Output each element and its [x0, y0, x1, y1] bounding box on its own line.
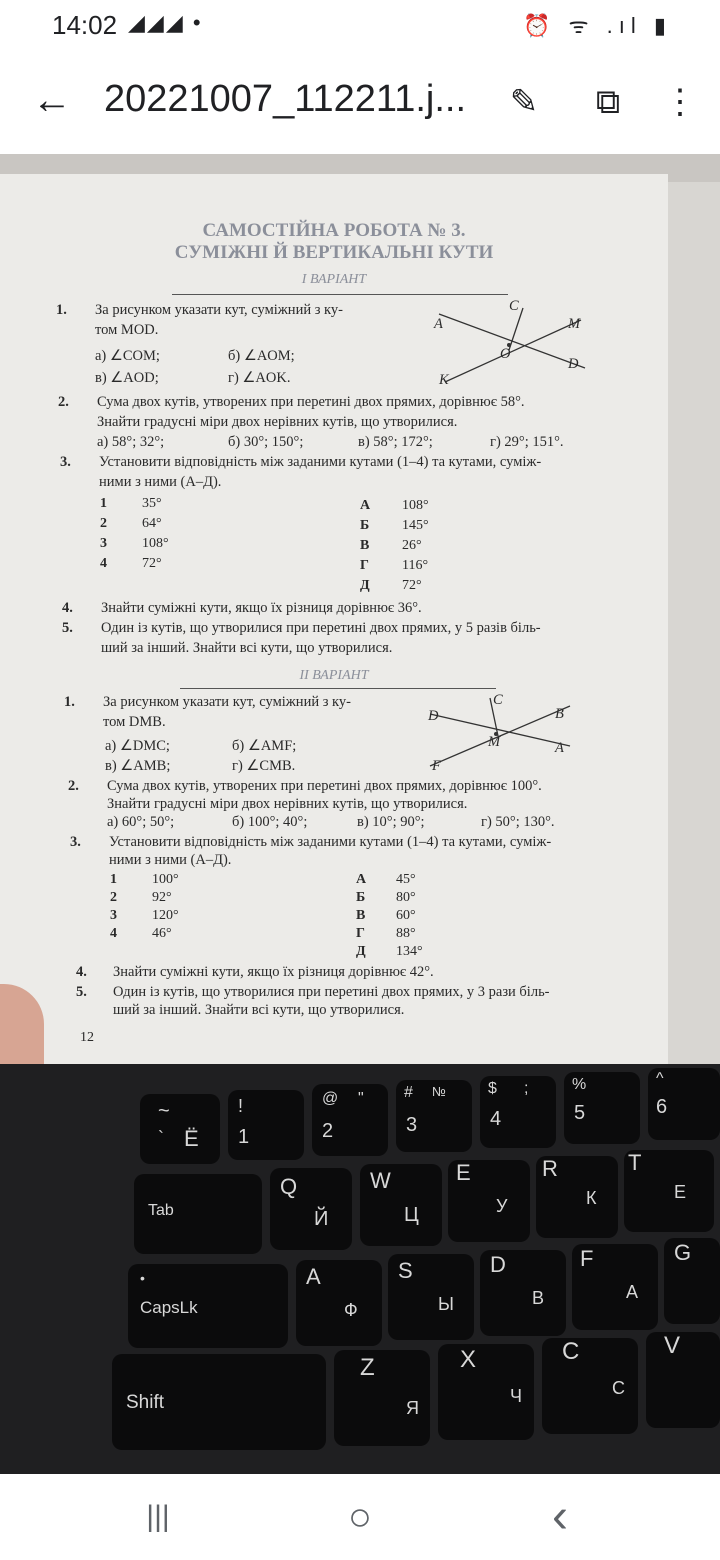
v2-q2-a: а) 60°; 50°;	[107, 814, 175, 830]
doc-title-2: СУМІЖНІ Й ВЕРТИКАЛЬНІ КУТИ	[174, 242, 494, 263]
key-x	[438, 1344, 534, 1440]
key-6-sub: 6	[656, 1096, 668, 1118]
key-5-main: %	[572, 1076, 587, 1093]
key-z-main: Z	[360, 1354, 375, 1381]
key-a-sub: Ф	[344, 1300, 358, 1320]
key-4-extra: ;	[524, 1080, 529, 1097]
key-t-main: T	[628, 1150, 642, 1175]
v2-fig-label-f: F	[432, 758, 441, 774]
key-4-sub: 4	[490, 1108, 502, 1130]
variant-1-label: I ВАРІАНТ	[301, 272, 367, 287]
v1-q1-a: а) ∠COM;	[95, 348, 160, 364]
v1-q3-left-3-val: 108°	[142, 536, 169, 551]
v1-q2-num: 2.	[58, 394, 69, 410]
keyboard-photo	[0, 1064, 720, 1474]
v2-q3-left-3-num: 3	[110, 908, 117, 923]
v1-fig-label-c: C	[509, 298, 519, 314]
v1-q4-line1: Знайти суміжні кути, якщо їх різниця дорівнює 36°.	[101, 600, 422, 616]
key-g	[664, 1238, 720, 1324]
v2-q1-a: а) ∠DMC;	[105, 738, 170, 754]
key-f-main: F	[580, 1246, 594, 1271]
v2-q3-right-d-letter: Д	[356, 944, 366, 959]
key-w	[360, 1164, 442, 1246]
key-a-main: A	[306, 1264, 321, 1289]
key-tilde	[140, 1094, 220, 1164]
key-3-sub: 3	[406, 1114, 418, 1136]
v2-q3-line2: ними з ними (А–Д).	[109, 852, 232, 868]
v1-q3-left-2-num: 2	[100, 516, 107, 531]
key-3-extra: №	[432, 1084, 446, 1099]
v1-q3-line1: Установити відповідність між заданими кутами (1–4) та кутами, суміж-	[99, 454, 542, 470]
key-s-main: S	[398, 1258, 413, 1283]
v2-q4-num: 4.	[76, 964, 87, 980]
file-title: 20221007_112211.j...	[104, 78, 467, 120]
recents-icon[interactable]: |||	[146, 1500, 170, 1533]
v1-q3-right-d-val: 72°	[402, 578, 422, 593]
key-tilde-extra: `	[158, 1128, 164, 1148]
key-c-main: C	[562, 1338, 580, 1365]
v2-q2-line2: Знайти градусні міри двох нерівних кутів, що утворилися.	[107, 796, 468, 812]
key-s	[388, 1254, 474, 1340]
home-icon[interactable]: ○	[347, 1495, 373, 1539]
v1-q3-num: 3.	[60, 454, 71, 470]
key-d-sub: В	[532, 1288, 545, 1308]
v2-q2-c: в) 10°; 90°;	[357, 814, 425, 830]
v1-q3-left-1-num: 1	[100, 496, 107, 511]
key-t	[624, 1150, 714, 1232]
v2-q3-left-4-val: 46°	[152, 926, 172, 941]
v2-q5-line2: ший за інший. Знайти всі кути, що утворилися.	[113, 1002, 405, 1018]
key-1	[228, 1090, 304, 1160]
v1-q3-right-a-val: 108°	[402, 498, 429, 513]
v1-fig-label-a: A	[434, 316, 443, 332]
v1-q3-left-4-num: 4	[100, 556, 107, 571]
key-2-sub: 2	[322, 1120, 334, 1142]
key-a	[296, 1260, 382, 1346]
v1-q1-b: б) ∠AOM;	[228, 348, 295, 364]
v2-q2-num: 2.	[68, 778, 79, 794]
key-x-main: X	[460, 1346, 477, 1373]
v2-fig-label-m: M	[488, 734, 501, 750]
v1-q3-left-3-num: 3	[100, 536, 107, 551]
v1-q3-right-b-letter: Б	[360, 518, 370, 533]
key-f-sub: А	[626, 1282, 639, 1302]
doc-title-1: САМОСТІЙНА РОБОТА № 3.	[202, 220, 466, 241]
v1-fig-label-o: O	[500, 346, 511, 362]
key-e-main: E	[456, 1160, 471, 1185]
key-x-sub: Ч	[510, 1386, 522, 1406]
v2-fig-label-d: D	[428, 708, 439, 724]
v1-q3-left-4-val: 72°	[142, 556, 162, 571]
key-6-main: ^	[656, 1070, 664, 1087]
v2-q3-right-v-val: 60°	[396, 908, 416, 923]
key-d-main: D	[490, 1252, 506, 1277]
key-2-extra: "	[358, 1090, 364, 1107]
key-v	[646, 1332, 720, 1428]
key-3-main: #	[404, 1084, 413, 1101]
status-time: 14:02	[52, 10, 118, 40]
key-r-main: R	[542, 1156, 558, 1181]
key-e	[448, 1160, 530, 1242]
v1-q2-d: г) 29°; 151°.	[490, 434, 564, 450]
v2-q1-line1: За рисунком указати кут, суміжний з ку-	[103, 694, 351, 710]
app-bar	[0, 52, 720, 154]
v2-q5-line1: Один із кутів, що утворилися при перетині двох прямих, у 3 рази біль-	[113, 984, 550, 1000]
v2-q2-line1: Сума двох кутів, утворених при перетині двох прямих, дорівнює 100°.	[107, 778, 542, 794]
page-number: 12	[80, 1030, 94, 1045]
key-4	[480, 1076, 556, 1148]
v1-q5-line1: Один із кутів, що утворилися при перетині двох прямих, у 5 разів біль-	[101, 620, 541, 636]
back-arrow-icon[interactable]: ←	[32, 78, 72, 122]
v2-q3-left-4-num: 4	[110, 926, 117, 941]
key-w-main: W	[370, 1168, 391, 1193]
v2-q3-right-b-letter: Б	[356, 890, 366, 905]
key-f	[572, 1244, 658, 1330]
v2-q2-b: б) 100°; 40°;	[232, 814, 308, 830]
v2-q1-num: 1.	[64, 694, 75, 710]
v1-q2-line1: Сума двох кутів, утворених при перетині двох прямих, дорівнює 58°.	[97, 394, 525, 410]
key-tab-main: Tab	[148, 1202, 174, 1219]
page-right-edge	[668, 182, 720, 1082]
v2-q3-left-2-val: 92°	[152, 890, 172, 905]
v2-q3-right-g-letter: Г	[356, 926, 365, 941]
v2-q3-num: 3.	[70, 834, 81, 850]
v2-q1-d: г) ∠CMB.	[232, 758, 296, 774]
key-3	[396, 1080, 472, 1152]
v1-fig-label-d: D	[568, 356, 579, 372]
v1-q1-line2: том MOD.	[95, 322, 159, 338]
key-r	[536, 1156, 618, 1238]
key-z-sub: Я	[406, 1398, 419, 1418]
v2-q3-right-b-val: 80°	[396, 890, 416, 905]
key-1-sub: 1	[238, 1126, 250, 1148]
key-tilde-sub: Ё	[184, 1126, 199, 1151]
key-capslock	[128, 1264, 288, 1348]
v2-q3-left-2-num: 2	[110, 890, 117, 905]
key-q-sub: Й	[314, 1208, 329, 1230]
variant-1-rule	[172, 294, 508, 295]
open-external-icon[interactable]: ⧉	[595, 83, 621, 121]
key-capslock-extra: •	[140, 1270, 145, 1286]
key-6	[648, 1068, 720, 1140]
key-s-sub: Ы	[438, 1294, 454, 1314]
variant-2-label: II ВАРІАНТ	[299, 668, 369, 683]
v1-q2-c: в) 58°; 172°;	[358, 434, 433, 450]
variant-2-rule	[180, 688, 496, 689]
key-2	[312, 1084, 388, 1156]
status-bar	[0, 0, 720, 52]
v2-q3-right-d-val: 134°	[396, 944, 423, 959]
v1-q5-line2: ший за інший. Знайти всі кути, що утворилися.	[101, 640, 393, 656]
key-q	[270, 1168, 352, 1250]
v2-q3-right-v-letter: В	[356, 908, 366, 923]
v2-fig-label-a: A	[555, 740, 564, 756]
key-t-sub: Е	[674, 1182, 687, 1202]
v2-q3-left-1-num: 1	[110, 872, 117, 887]
key-q-main: Q	[280, 1174, 298, 1199]
v1-q3-line2: ними з ними (А–Д).	[99, 474, 222, 490]
v1-q3-right-v-val: 26°	[402, 538, 422, 553]
key-tilde-main: ~	[158, 1100, 170, 1122]
v2-q3-left-3-val: 120°	[152, 908, 179, 923]
v1-q2-a: а) 58°; 32°;	[97, 434, 165, 450]
v2-q3-right-g-val: 88°	[396, 926, 416, 941]
v1-q3-right-a-letter: А	[360, 498, 371, 513]
v2-fig-label-b: B	[555, 706, 564, 722]
v2-q3-left-1-val: 100°	[152, 872, 179, 887]
system-icons: ⏰ ᯤ .ıl ▮	[522, 13, 672, 38]
v2-q1-b: б) ∠AMF;	[232, 738, 297, 754]
v1-q2-b: б) 30°; 150°;	[228, 434, 304, 450]
key-5-sub: 5	[574, 1102, 586, 1124]
v1-q1-d: г) ∠AOK.	[228, 370, 291, 386]
v1-q3-right-v-letter: В	[360, 538, 370, 553]
key-1-main: !	[238, 1096, 244, 1116]
v1-q3-right-g-letter: Г	[360, 558, 369, 573]
key-capslock-main: CapsLk	[140, 1298, 198, 1317]
v1-q3-right-d-letter: Д	[360, 578, 370, 593]
v1-q3-left-1-val: 35°	[142, 496, 162, 511]
v2-q1-c: в) ∠AMB;	[105, 758, 171, 774]
v2-q2-d: г) 50°; 130°.	[481, 814, 555, 830]
key-2-main: @	[322, 1090, 339, 1107]
edit-pencil-icon[interactable]: ✎	[509, 83, 539, 121]
notification-icons: ◢◢◢ •	[128, 10, 203, 35]
v2-q1-line2: том DMB.	[103, 714, 166, 730]
v2-q5-num: 5.	[76, 984, 87, 1000]
key-shift-main: Shift	[126, 1392, 165, 1413]
v1-q1-c: в) ∠AOD;	[95, 370, 159, 386]
key-c	[542, 1338, 638, 1434]
key-e-sub: У	[496, 1196, 508, 1216]
v2-q3-right-a-letter: А	[356, 872, 367, 887]
v1-q3-right-g-val: 116°	[402, 558, 429, 573]
v1-q1-num: 1.	[56, 302, 67, 318]
textbook-page	[0, 174, 668, 1086]
v1-fig-label-k: K	[439, 372, 449, 388]
v1-q4-num: 4.	[62, 600, 73, 616]
key-v-main: V	[664, 1332, 681, 1359]
key-w-sub: Ц	[404, 1204, 419, 1226]
v1-q5-num: 5.	[62, 620, 73, 636]
v2-q3-right-a-val: 45°	[396, 872, 416, 887]
key-shift	[112, 1354, 326, 1450]
key-g-main: G	[674, 1240, 692, 1265]
key-z	[334, 1350, 430, 1446]
key-r-sub: К	[586, 1188, 597, 1208]
back-icon[interactable]: ‹	[552, 1490, 568, 1543]
key-tab	[134, 1174, 262, 1254]
navigation-bar	[0, 1474, 720, 1560]
key-5	[564, 1072, 640, 1144]
image-viewer[interactable]	[0, 154, 720, 1474]
v2-q3-line1: Установити відповідність між заданими кутами (1–4) та кутами, суміж-	[109, 834, 552, 850]
key-4-main: $	[488, 1080, 497, 1097]
more-vert-icon[interactable]: ⋮	[663, 83, 697, 121]
document	[0, 174, 668, 1086]
v1-fig-label-m: M	[568, 316, 581, 332]
v1-q1-line1: За рисунком указати кут, суміжний з ку-	[95, 302, 343, 318]
v1-q3-left-2-val: 64°	[142, 516, 162, 531]
v1-q3-right-b-val: 145°	[402, 518, 429, 533]
v2-fig-label-c: C	[493, 692, 503, 708]
v2-q4-line1: Знайти суміжні кути, якщо їх різниця дорівнює 42°.	[113, 964, 434, 980]
key-d	[480, 1250, 566, 1336]
key-c-sub: С	[612, 1378, 625, 1398]
v1-q2-line2: Знайти градусні міри двох нерівних кутів, що утворилися.	[97, 414, 458, 430]
